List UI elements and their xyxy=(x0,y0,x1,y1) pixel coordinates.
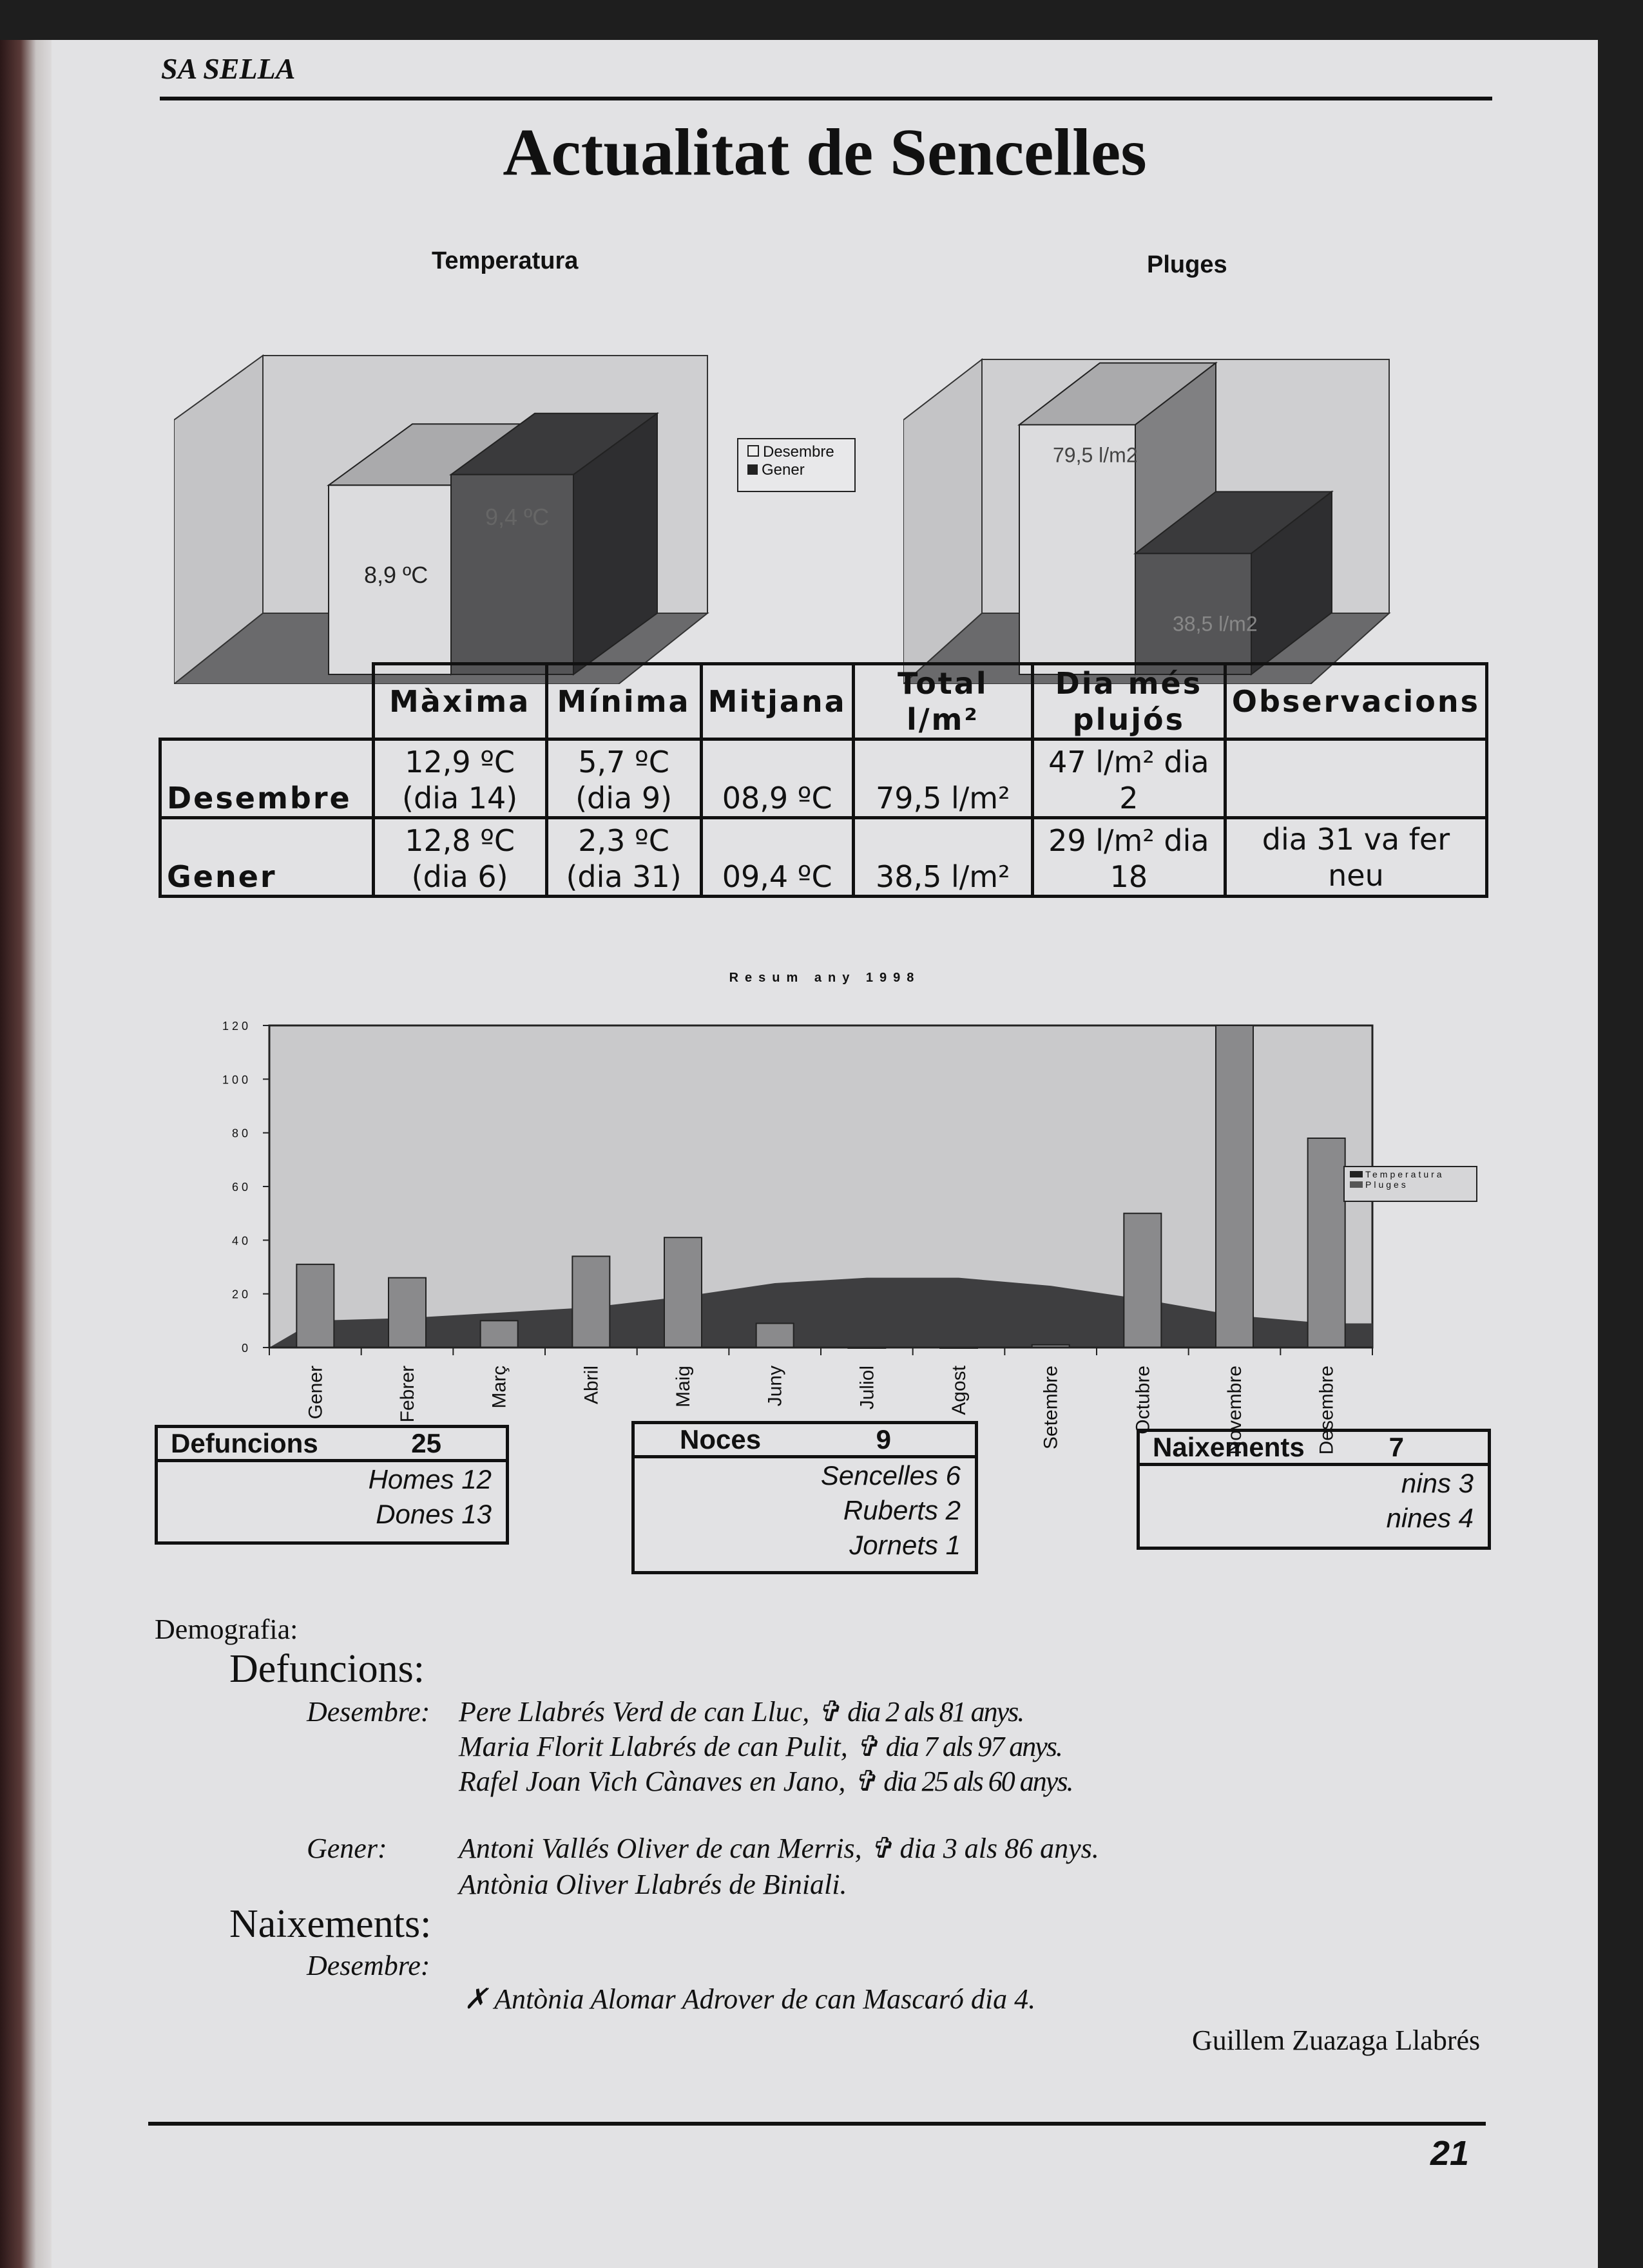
row-label: Desembre xyxy=(160,739,374,818)
masthead: SA SELLA xyxy=(161,52,296,85)
y-tick-label: 60 xyxy=(231,1181,251,1194)
header-minima: Mínima xyxy=(546,664,701,739)
rain-bar xyxy=(572,1256,610,1348)
box-row: nines 4 xyxy=(1386,1503,1474,1533)
y-tick-label: 100 xyxy=(222,1073,251,1087)
x-tick-label: Desembre xyxy=(1316,1366,1338,1455)
box-title: Naixements xyxy=(1153,1432,1305,1462)
bar-gener xyxy=(451,414,657,674)
rain-bar xyxy=(389,1278,426,1348)
temperature-chart xyxy=(174,310,780,684)
cell-total: 79,5 l/m² xyxy=(853,739,1032,818)
box-row: Dones 13 xyxy=(376,1499,492,1529)
cell-total: 38,5 l/m² xyxy=(853,818,1032,897)
data-label-desembre: 79,5 l/m2 xyxy=(1053,443,1138,467)
temperature-legend xyxy=(737,438,856,492)
rain-chart-title: Pluges xyxy=(1147,251,1227,278)
rain-bar xyxy=(1308,1138,1345,1348)
x-tick-label: Agost xyxy=(948,1366,970,1415)
death-entry: Pere Llabrés Verd de can Lluc, ✞ dia 2 als 81 anys. xyxy=(459,1696,1024,1728)
cell-observacions: dia 31 va fer neu xyxy=(1225,818,1486,897)
cell-minima: 2,3 ºC (dia 31) xyxy=(546,818,701,897)
box-row: Sencelles 6 xyxy=(820,1460,961,1491)
death-entry: Rafel Joan Vich Cànaves en Jano, ✞ dia 25 als 60 anys. xyxy=(459,1766,1073,1797)
header-dia-mes-plujos: Dia més plujós xyxy=(1032,664,1225,739)
x-tick-label: Maig xyxy=(673,1366,694,1408)
rain-bar xyxy=(296,1264,334,1348)
data-label-gener: 38,5 l/m2 xyxy=(1173,612,1258,636)
death-entry: Antònia Oliver Llabrés de Biniali. xyxy=(459,1869,847,1900)
death-entry: Maria Florit Llabrés de can Pulit, ✞ dia 7 als 97 anys. xyxy=(459,1731,1062,1762)
y-tick-label: 20 xyxy=(231,1288,251,1301)
demografia-heading: Demografia: xyxy=(155,1614,298,1645)
birth-entry: ✗ Antònia Alomar Adrover de can Mascaró dia 4. xyxy=(464,1983,1036,2015)
row-label: Gener xyxy=(160,818,374,897)
climate-table xyxy=(159,662,1488,898)
noces-box xyxy=(631,1421,978,1574)
y-tick-label: 40 xyxy=(231,1234,251,1248)
data-label-gener: 9,4 ºC xyxy=(485,503,550,530)
defuncions-heading: Defuncions: xyxy=(229,1647,425,1691)
temperature-chart-title: Temperatura xyxy=(432,247,579,274)
annual-chart-title: Resum any 1998 xyxy=(729,971,921,985)
x-tick-label: Març xyxy=(488,1366,510,1409)
box-total: 25 xyxy=(411,1428,441,1458)
x-tick-label: Setembre xyxy=(1040,1366,1062,1450)
y-tick-label: 0 xyxy=(241,1342,251,1355)
author: Guillem Zuazaga Llabrés xyxy=(1192,2025,1481,2056)
cell-maxima: 12,9 ºC (dia 14) xyxy=(373,739,546,818)
box-row: Ruberts 2 xyxy=(843,1495,961,1525)
cell-dia: 47 l/m² dia 2 xyxy=(1032,739,1225,818)
legend-item-gener: Gener xyxy=(747,461,854,479)
cell-mitjana: 09,4 ºC xyxy=(701,818,853,897)
rain-bar xyxy=(664,1237,702,1348)
page-title: Actualitat de Sencelles xyxy=(503,115,1147,189)
cell-dia: 29 l/m² dia 18 xyxy=(1032,818,1225,897)
cross-icon: ✞ xyxy=(816,1696,841,1728)
box-row: Homes 12 xyxy=(368,1464,492,1494)
header-total: Total l/m² xyxy=(853,664,1032,739)
book-spine xyxy=(0,40,52,2268)
rain-bar xyxy=(1124,1214,1161,1348)
box-title: Defuncions xyxy=(171,1428,318,1458)
box-row: nins 3 xyxy=(1401,1468,1474,1498)
header-maxima: Màxima xyxy=(373,664,546,739)
table-row-gener xyxy=(160,818,1487,897)
box-total: 7 xyxy=(1388,1432,1404,1462)
header-observacions: Observacions xyxy=(1225,664,1486,739)
death-entry: Antoni Vallés Oliver de can Merris, ✞ dia 3 als 86 anys. xyxy=(459,1833,1099,1864)
desembre-label: Desembre: xyxy=(307,1696,430,1728)
footer-rule xyxy=(148,2122,1486,2126)
legend-item-desembre: Desembre xyxy=(747,443,854,461)
box-total: 9 xyxy=(876,1424,891,1454)
header-rule xyxy=(160,97,1492,100)
cell-maxima: 12,8 ºC (dia 6) xyxy=(373,818,546,897)
cell-mitjana: 08,9 ºC xyxy=(701,739,853,818)
naixements-box xyxy=(1137,1429,1491,1550)
cross-icon: ✞ xyxy=(869,1833,893,1864)
rain-bar xyxy=(481,1320,518,1348)
rain-bar xyxy=(756,1324,794,1348)
naixements-desembre-label: Desembre: xyxy=(307,1950,430,1981)
box-row: Jornets 1 xyxy=(849,1530,961,1560)
rain-chart xyxy=(903,310,1393,684)
x-tick-label: Juliol xyxy=(856,1366,878,1410)
y-tick-label: 120 xyxy=(222,1020,251,1033)
legend-item-temperatura: Temperatura xyxy=(1350,1169,1476,1179)
defuncions-box xyxy=(155,1425,509,1545)
annual-chart xyxy=(155,1006,1598,1470)
x-tick-label: Octubre xyxy=(1132,1366,1154,1434)
x-tick-label: Gener xyxy=(305,1366,327,1420)
gener-label: Gener: xyxy=(307,1833,387,1864)
data-label-desembre: 8,9 ºC xyxy=(364,562,428,589)
cross-icon: ✞ xyxy=(854,1731,879,1762)
x-tick-label: Abril xyxy=(581,1366,602,1405)
magazine-page xyxy=(52,40,1598,2268)
x-tick-label: Novembre xyxy=(1224,1366,1245,1455)
cross-icon: ✞ xyxy=(852,1766,877,1797)
x-tick-label: Juny xyxy=(764,1366,786,1407)
header-mitjana: Mitjana xyxy=(701,664,853,739)
box-title: Noces xyxy=(680,1424,762,1454)
page-number: 21 xyxy=(1430,2134,1470,2173)
table-row-desembre xyxy=(160,739,1487,818)
rain-bar xyxy=(1216,1025,1253,1348)
cell-observacions xyxy=(1225,739,1486,818)
x-tick-label: Febrer xyxy=(397,1366,418,1423)
cell-minima: 5,7 ºC (dia 9) xyxy=(546,739,701,818)
annual-legend xyxy=(1343,1166,1477,1202)
naixements-heading: Naixements: xyxy=(229,1902,432,1946)
legend-item-pluges: Pluges xyxy=(1350,1179,1476,1190)
y-tick-label: 80 xyxy=(231,1127,251,1140)
